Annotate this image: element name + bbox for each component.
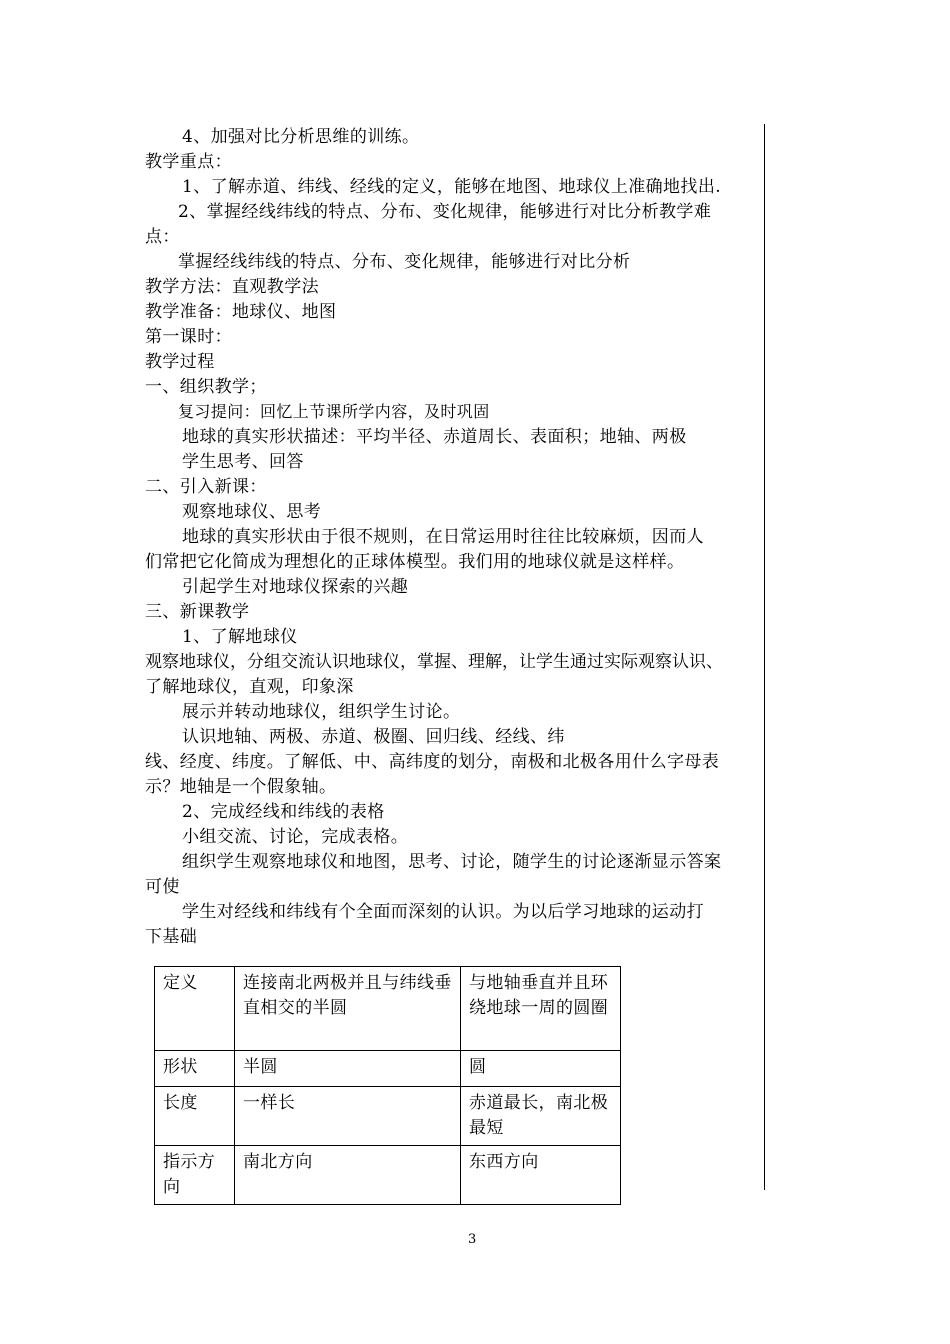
table-cell: 定义 (155, 967, 235, 1051)
earth-shape-desc: 地球的真实形状描述：平均半径、赤道周长、表面积；地轴、两极 (182, 427, 687, 447)
table-cell: 东西方向 (461, 1146, 621, 1205)
table-cell: 连接南北两极并且与纬线垂直相交的半圆 (235, 967, 461, 1051)
para-observe-1: 观察地球仪，分组交流认识地球仪，掌握、理解，让学生通过实际观察认识、 (145, 652, 723, 672)
review-question: 复习提问：回忆上节课所学内容，及时巩固 (178, 402, 490, 421)
section-2-heading: 二、引入新课： (145, 477, 267, 497)
table-cell: 形状 (155, 1051, 235, 1087)
section-3-heading: 三、新课教学 (145, 602, 250, 622)
table-cell: 长度 (155, 1087, 235, 1146)
arouse-interest: 引起学生对地球仪探索的兴趣 (182, 577, 409, 597)
section-1-heading: 一、组织教学； (145, 377, 267, 397)
first-lesson: 第一课时： (145, 327, 232, 347)
show-globe: 展示并转动地球仪，组织学生讨论。 (182, 702, 461, 722)
table-cell: 与地轴垂直并且环绕地球一周的圆圈 (461, 967, 621, 1051)
objective-4: 4、加强对比分析思维的训练。 (182, 127, 420, 147)
table-cell: 南北方向 (235, 1146, 461, 1205)
right-border-line (764, 124, 765, 1190)
subsection-2: 2、完成经线和纬线的表格 (182, 802, 385, 822)
group-discuss: 小组交流、讨论，完成表格。 (182, 827, 409, 847)
student-think: 学生思考、回答 (182, 452, 304, 472)
know-terms-2: 线、经度、纬度。了解低、中、高纬度的划分，南极和北极各用什么字母表 (145, 752, 720, 772)
observe-globe: 观察地球仪、思考 (182, 502, 322, 522)
key-points-heading: 教学重点： (145, 152, 232, 172)
difficulty-text: 掌握经线纬线的特点、分布、变化规律，能够进行对比分析 (178, 252, 631, 272)
student-understand-1: 学生对经线和纬线有个全面而深刻的认识。为以后学习地球的运动打 (182, 902, 704, 922)
teaching-method: 教学方法：直观教学法 (145, 277, 319, 297)
table-cell: 半圆 (235, 1051, 461, 1087)
know-terms-1: 认识地轴、两极、赤道、极圈、回归线、经线、纬 (182, 727, 565, 747)
process-heading: 教学过程 (145, 352, 215, 372)
para-shape-2: 们常把它化简成为理想化的正球体模型。我们用的地球仪就是这样样。 (145, 552, 685, 572)
table-cell: 指示方向 (155, 1146, 235, 1205)
table-cell: 圆 (461, 1051, 621, 1087)
teaching-prep: 教学准备：地球仪、地图 (145, 302, 337, 322)
table-row (155, 1051, 621, 1087)
table-cell: 赤道最长，南北极最短 (461, 1087, 621, 1146)
para-observe-2: 了解地球仪，直观，印象深 (145, 677, 354, 697)
student-understand-2: 下基础 (145, 927, 198, 947)
key-point-2: 2、掌握经线纬线的特点、分布、变化规律，能够进行对比分析教学难 (178, 202, 712, 222)
key-point-1: 1、了解赤道、纬线、经线的定义，能够在地图、地球仪上准确地找出. (182, 177, 722, 197)
table-cell: 一样长 (235, 1087, 461, 1146)
subsection-1: 1、了解地球仪 (182, 627, 298, 647)
key-point-2-cont: 点： (145, 227, 180, 247)
meridian-parallel-table (154, 966, 621, 1205)
know-terms-3: 示？地轴是一个假象轴。 (145, 777, 337, 797)
table-row (155, 1087, 621, 1146)
page-number: 3 (468, 1232, 477, 1247)
organize-observe-1: 组织学生观察地球仪和地图，思考、讨论，随学生的讨论逐渐显示答案 (182, 852, 722, 872)
para-shape-1: 地球的真实形状由于很不规则，在日常运用时往往比较麻烦，因而人 (182, 527, 704, 547)
organize-observe-2: 可使 (145, 877, 180, 897)
table-row (155, 967, 621, 1051)
table-row (155, 1146, 621, 1205)
